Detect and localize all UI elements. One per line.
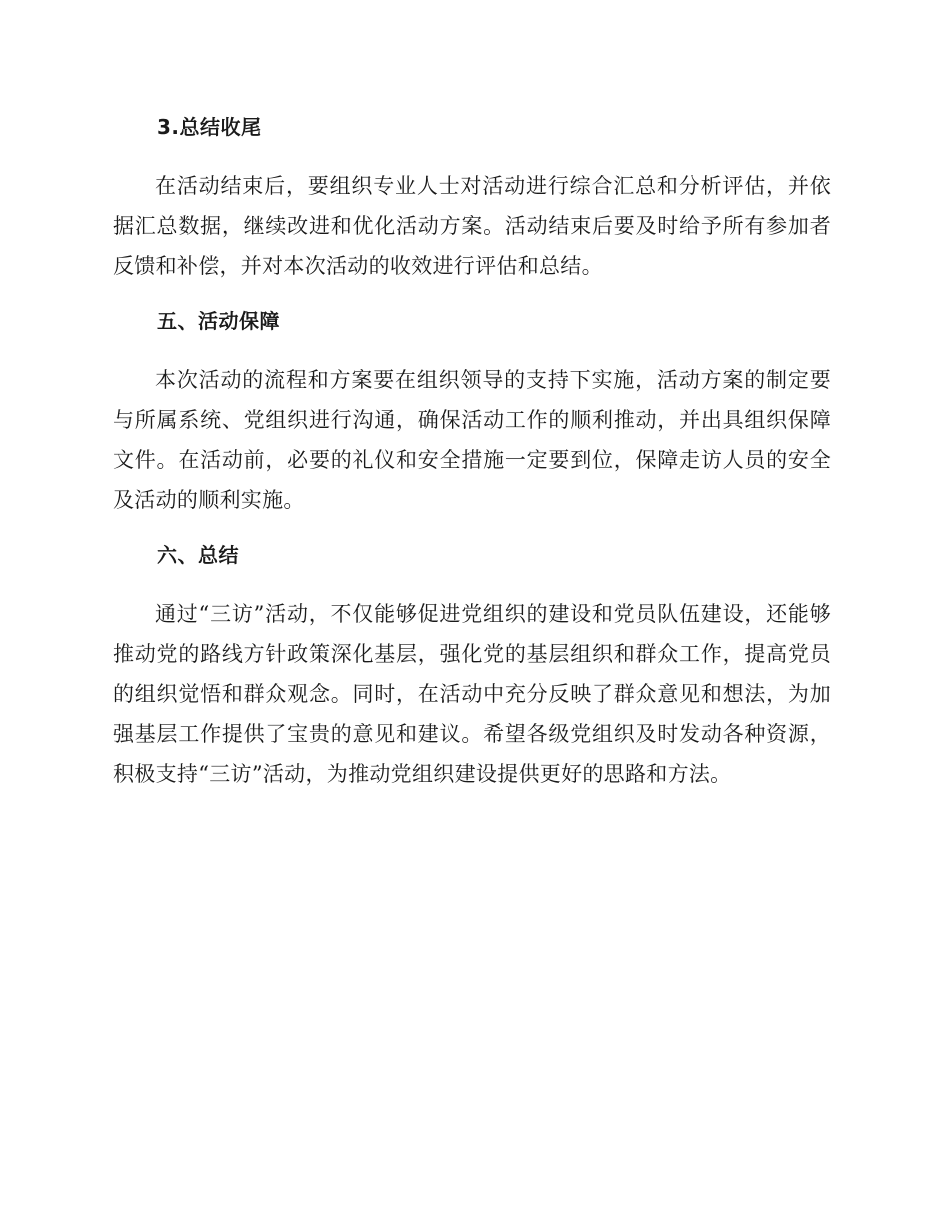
section-paragraph: 本次活动的流程和方案要在组织领导的支持下实施，活动方案的制定要与所属系统、党组织进行沟通，确保活动工作的顺利推动，并出具组织保障文件。在活动前，必要的礼仪和安全措施一定要到位，保障走访人员的安全及活动的顺利实施。 bbox=[113, 368, 831, 512]
document-page bbox=[113, 110, 831, 812]
section-heading: 六、总结 bbox=[157, 543, 239, 567]
section-summary-wrapup bbox=[113, 110, 831, 286]
section-conclusion bbox=[113, 538, 831, 794]
section-activity-guarantee bbox=[113, 304, 831, 520]
section-paragraph: 通过“三访”活动，不仅能够促进党组织的建设和党员队伍建设，还能够推动党的路线方针政策深化基层，强化党的基层组织和群众工作，提高党员的组织觉悟和群众观念。同时，在活动中充分反映了群众意见和想法，为加强基层工作提供了宝贵的意见和建议。希望各级党组织及时发动各种资源，积极支持“三访”活动，为推动党组织建设提供更好的思路和方法。 bbox=[113, 602, 831, 786]
section-heading: 五、活动保障 bbox=[157, 309, 280, 333]
section-heading: 3.总结收尾 bbox=[157, 115, 262, 139]
section-paragraph: 在活动结束后，要组织专业人士对活动进行综合汇总和分析评估，并依据汇总数据，继续改进和优化活动方案。活动结束后要及时给予所有参加者反馈和补偿，并对本次活动的收效进行评估和总结。 bbox=[113, 174, 831, 278]
